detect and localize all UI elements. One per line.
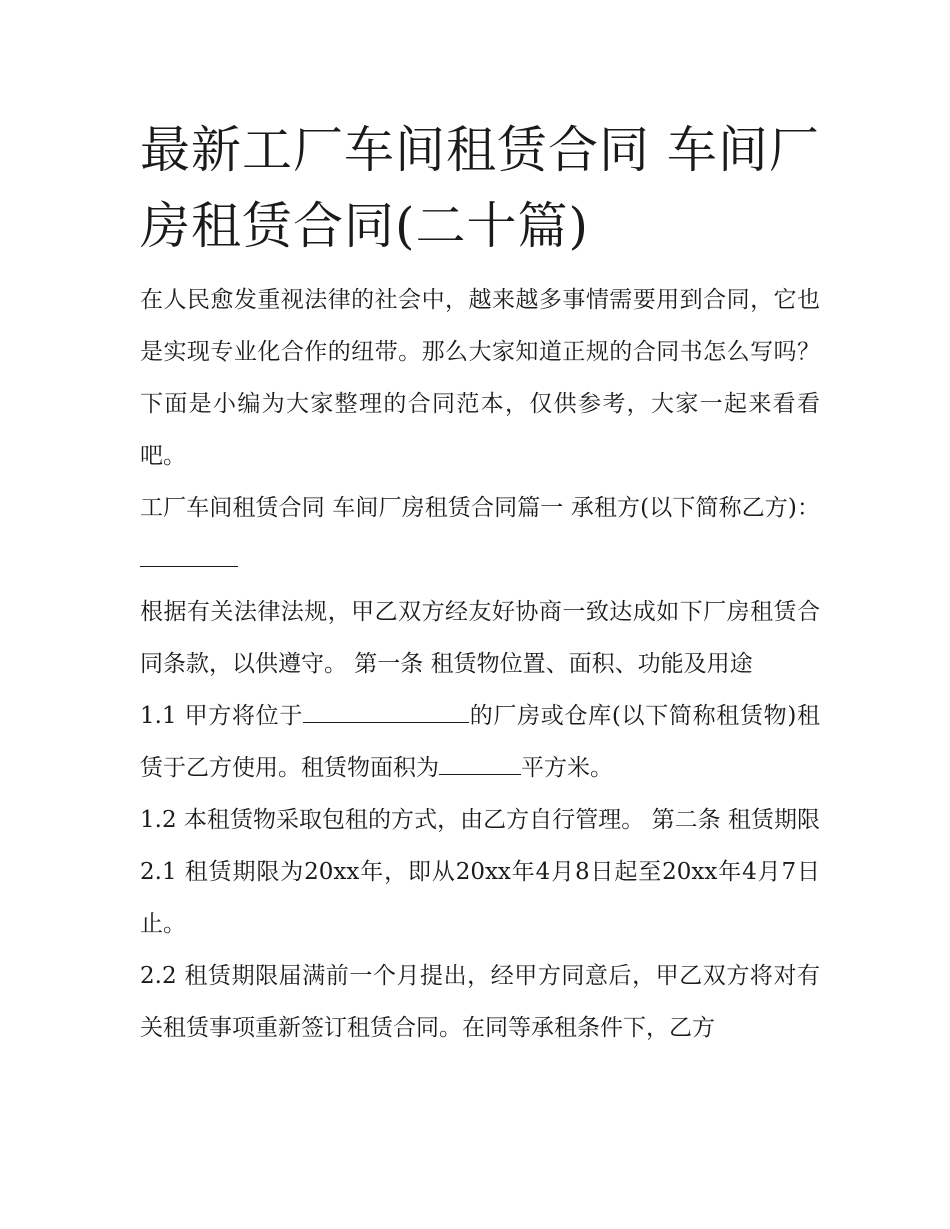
area-blank <box>439 750 521 775</box>
terms-paragraph: 根据有关法律法规，甲乙双方经友好协商一致达成如下厂房租赁合同条款，以供遵守。 第一条 租赁物位置、面积、功能及用途 <box>140 599 820 677</box>
section-heading-text: 工厂车间租赁合同 车间厂房租赁合同篇一 承租方(以下简称乙方)： <box>140 495 820 521</box>
clause-1-1-part-b: 的厂房或仓库(以下简称租赁物)租赁于乙方使用。租赁物面积为 <box>140 703 821 781</box>
clause-2-2: 2.2 租赁期限届满前一个月提出，经甲方同意后，甲乙双方将对有关租赁事项重新签订租赁合同。在同等承租条件下，乙方 <box>140 963 820 1041</box>
location-blank <box>303 698 469 723</box>
clause-1-1 <box>140 690 820 794</box>
intro-paragraph: 在人民愈发重视法律的社会中，越来越多事情需要用到合同，它也是实现专业化合作的纽带。那么大家知道正规的合同书怎么写吗？下面是小编为大家整理的合同范本，仅供参考，大家一起来看看吧。 <box>140 287 820 469</box>
clause-1-1-part-a: 1.1 甲方将位于 <box>140 703 304 729</box>
document-title: 最新工厂车间租赁合同 车间厂房租赁合同(二十篇) <box>140 121 820 255</box>
clause-1-2: 1.2 本租赁物采取包租的方式，由乙方自行管理。 第二条 租赁期限 2.1 租赁期限为20xx年，即从20xx年4月8日起至20xx年4月7日止。 <box>140 807 820 937</box>
tenant-name-blank <box>140 542 238 567</box>
document-page <box>140 112 820 1054</box>
clause-1-1-part-c: 平方米。 <box>521 755 613 781</box>
section-heading <box>140 482 820 586</box>
